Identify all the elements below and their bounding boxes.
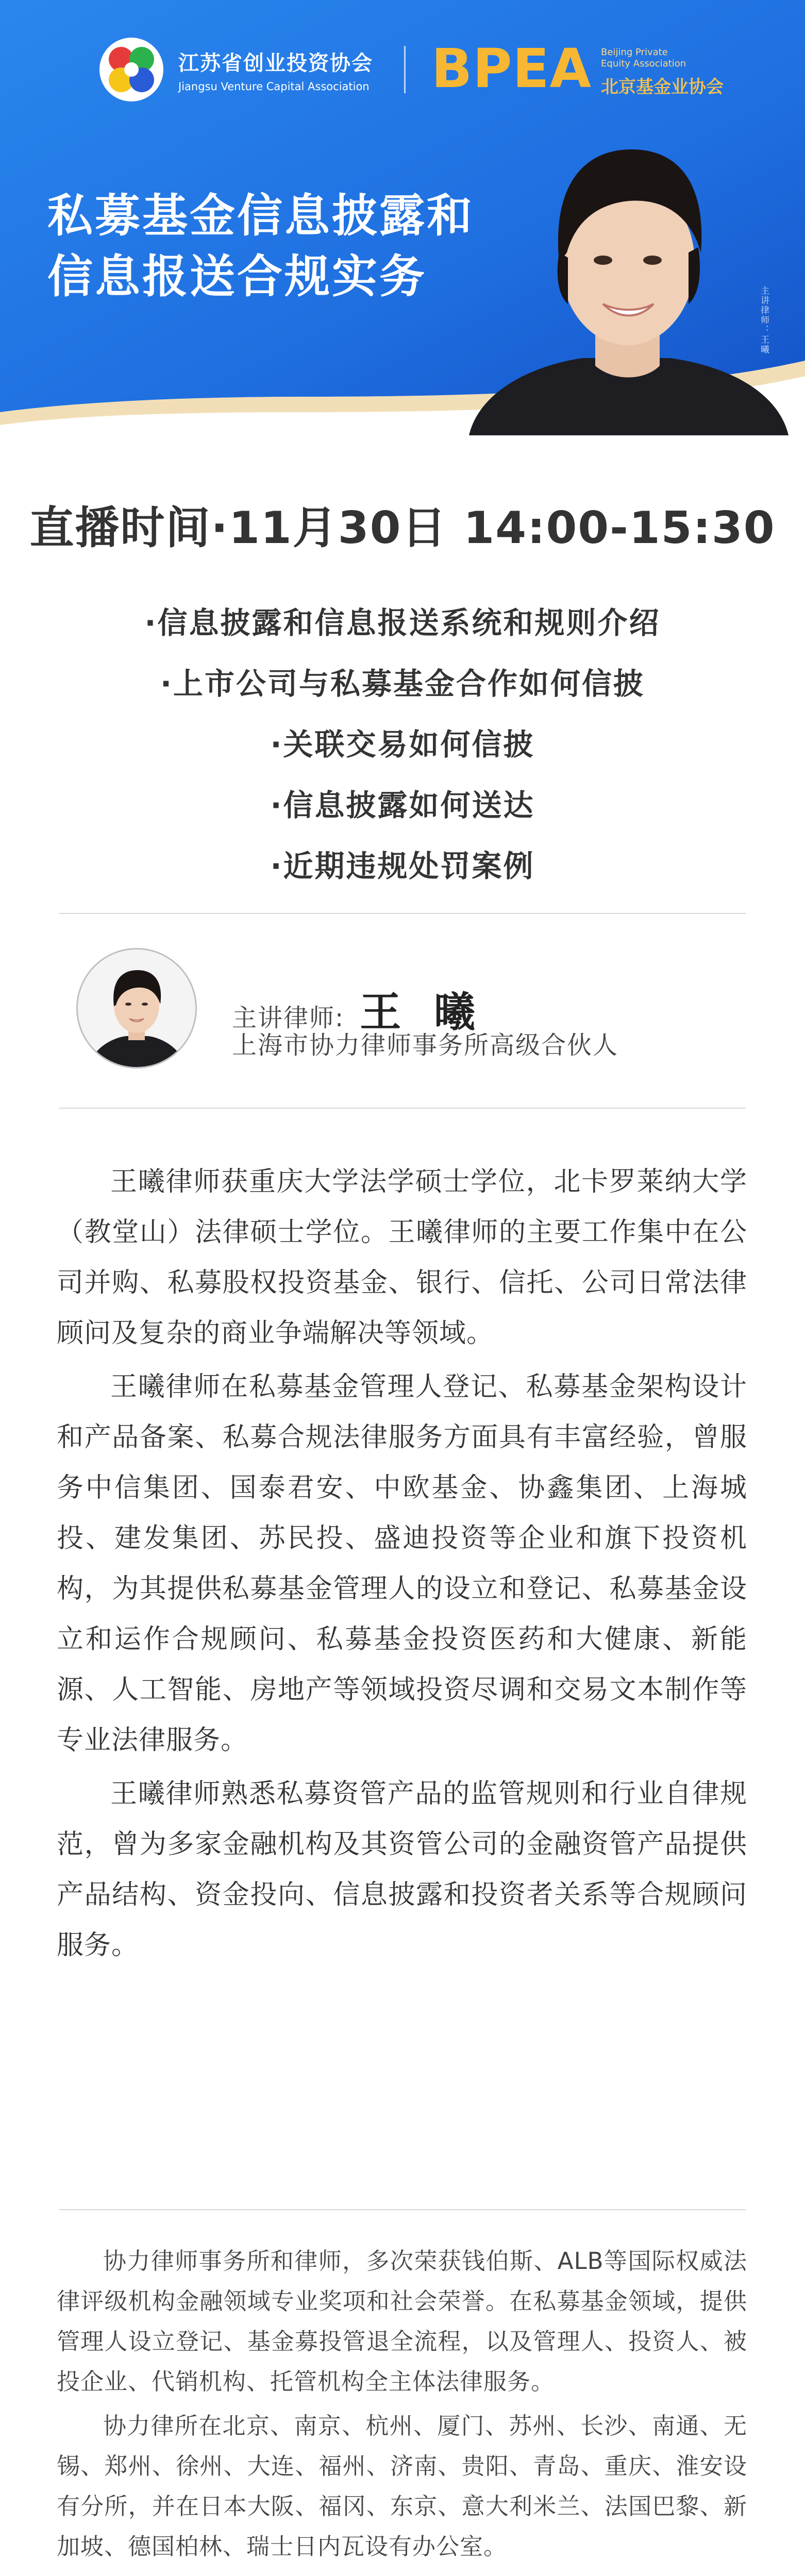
- portrait-tag: 主讲律师：王曦: [759, 286, 769, 354]
- topic-list: [0, 592, 805, 896]
- jvca-logo-icon: [98, 36, 165, 103]
- speaker-role-label: 主讲律师:: [232, 1004, 345, 1032]
- bio-paragraph: 王曦律师获重庆大学法学硕士学位，北卡罗莱纳大学（教堂山）法律硕士学位。王曦律师的主要工作集中在公司并购、私募股权投资基金、银行、信托、公司日常法律顾问及复杂的商业争端解决等领域。: [57, 1166, 747, 1349]
- title-line-1: 私募基金信息披露和: [47, 189, 475, 242]
- topic-item: ·关联交易如何信披: [270, 727, 535, 762]
- section-divider: [59, 913, 746, 914]
- bpea-name-en-line1: Beijing Private: [601, 46, 668, 58]
- firm-intro-paragraph: 协力律师事务所和律师，多次荣获钱伯斯、ALB等国际权威法律评级机构金融领域专业奖项和社会荣誉。在私募基金领域，提供管理人设立登记、基金募投管退全流程，以及管理人、投资人、被投企业、代销机构、托管机构全主体法律服务。: [57, 2247, 747, 2395]
- section-divider: [59, 1108, 746, 1109]
- topic-item: ·信息披露如何送达: [270, 788, 535, 823]
- live-time: 直播时间·11月30日 14:00-15:30: [29, 502, 776, 554]
- page-title: [47, 185, 474, 307]
- bpea-name-en-line2: Equity Association: [601, 58, 686, 69]
- title-line-2: 信息报送合规实务: [47, 250, 427, 303]
- speaker-bio: [57, 1157, 747, 1971]
- section-divider: [59, 2209, 746, 2210]
- jvca-name-cn: 江苏省创业投资协会: [178, 51, 373, 75]
- logo-divider: [404, 46, 406, 93]
- firm-intro-paragraph: 协力律所在北京、南京、杭州、厦门、苏州、长沙、南通、无锡、郑州、徐州、大连、福州、济南、贵阳、青岛、重庆、淮安设有分所，并在日本大阪、福冈、东京、意大利米兰、法国巴黎、新加坡、德国柏林、瑞士日内瓦设有办公室。: [57, 2412, 747, 2560]
- jvca-name: [178, 47, 373, 93]
- bio-paragraph: 王曦律师在私募基金管理人登记、私募基金架构设计和产品备案、私募合规法律服务方面具有丰富经验，曾服务中信集团、国泰君安、中欧基金、协鑫集团、上海城投、建发集团、苏民投、盛迪投资等企业和旗下投资机构，为其提供私募基金管理人的设立和登记、私募基金设立和运作合规顾问、私募基金投资医药和大健康、新能源、人工智能、房地产等领域投资尽调和交易文本制作等专业法律服务。: [57, 1371, 747, 1756]
- avatar-image: [78, 950, 195, 1067]
- bio-paragraph: 王曦律师熟悉私募资管产品的监管规则和行业自律规范，曾为多家金融机构及其资管公司的金融资管产品提供产品结构、资金投向、信息披露和投资者关系等合规顾问服务。: [57, 1778, 747, 1961]
- speaker-avatar: [76, 948, 197, 1069]
- topic-item: ·信息披露和信息报送系统和规则介绍: [144, 605, 661, 640]
- speaker-name: 王 曦: [360, 988, 485, 1036]
- firm-intro: [57, 2241, 747, 2567]
- topic-item: ·近期违规处罚案例: [270, 849, 535, 884]
- hero-banner: [0, 0, 805, 435]
- speaker-portrait-image: [448, 77, 805, 435]
- speaker-firm-title: 上海市协力律师事务所高级合伙人: [232, 1031, 619, 1060]
- topic-item: ·上市公司与私募基金合作如何信披: [160, 666, 645, 701]
- jvca-name-en: Jiangsu Venture Capital Association: [178, 80, 370, 93]
- bpea-name-cn: 北京基金业协会: [601, 76, 724, 97]
- bpea-logo-word: BPEA: [431, 37, 592, 100]
